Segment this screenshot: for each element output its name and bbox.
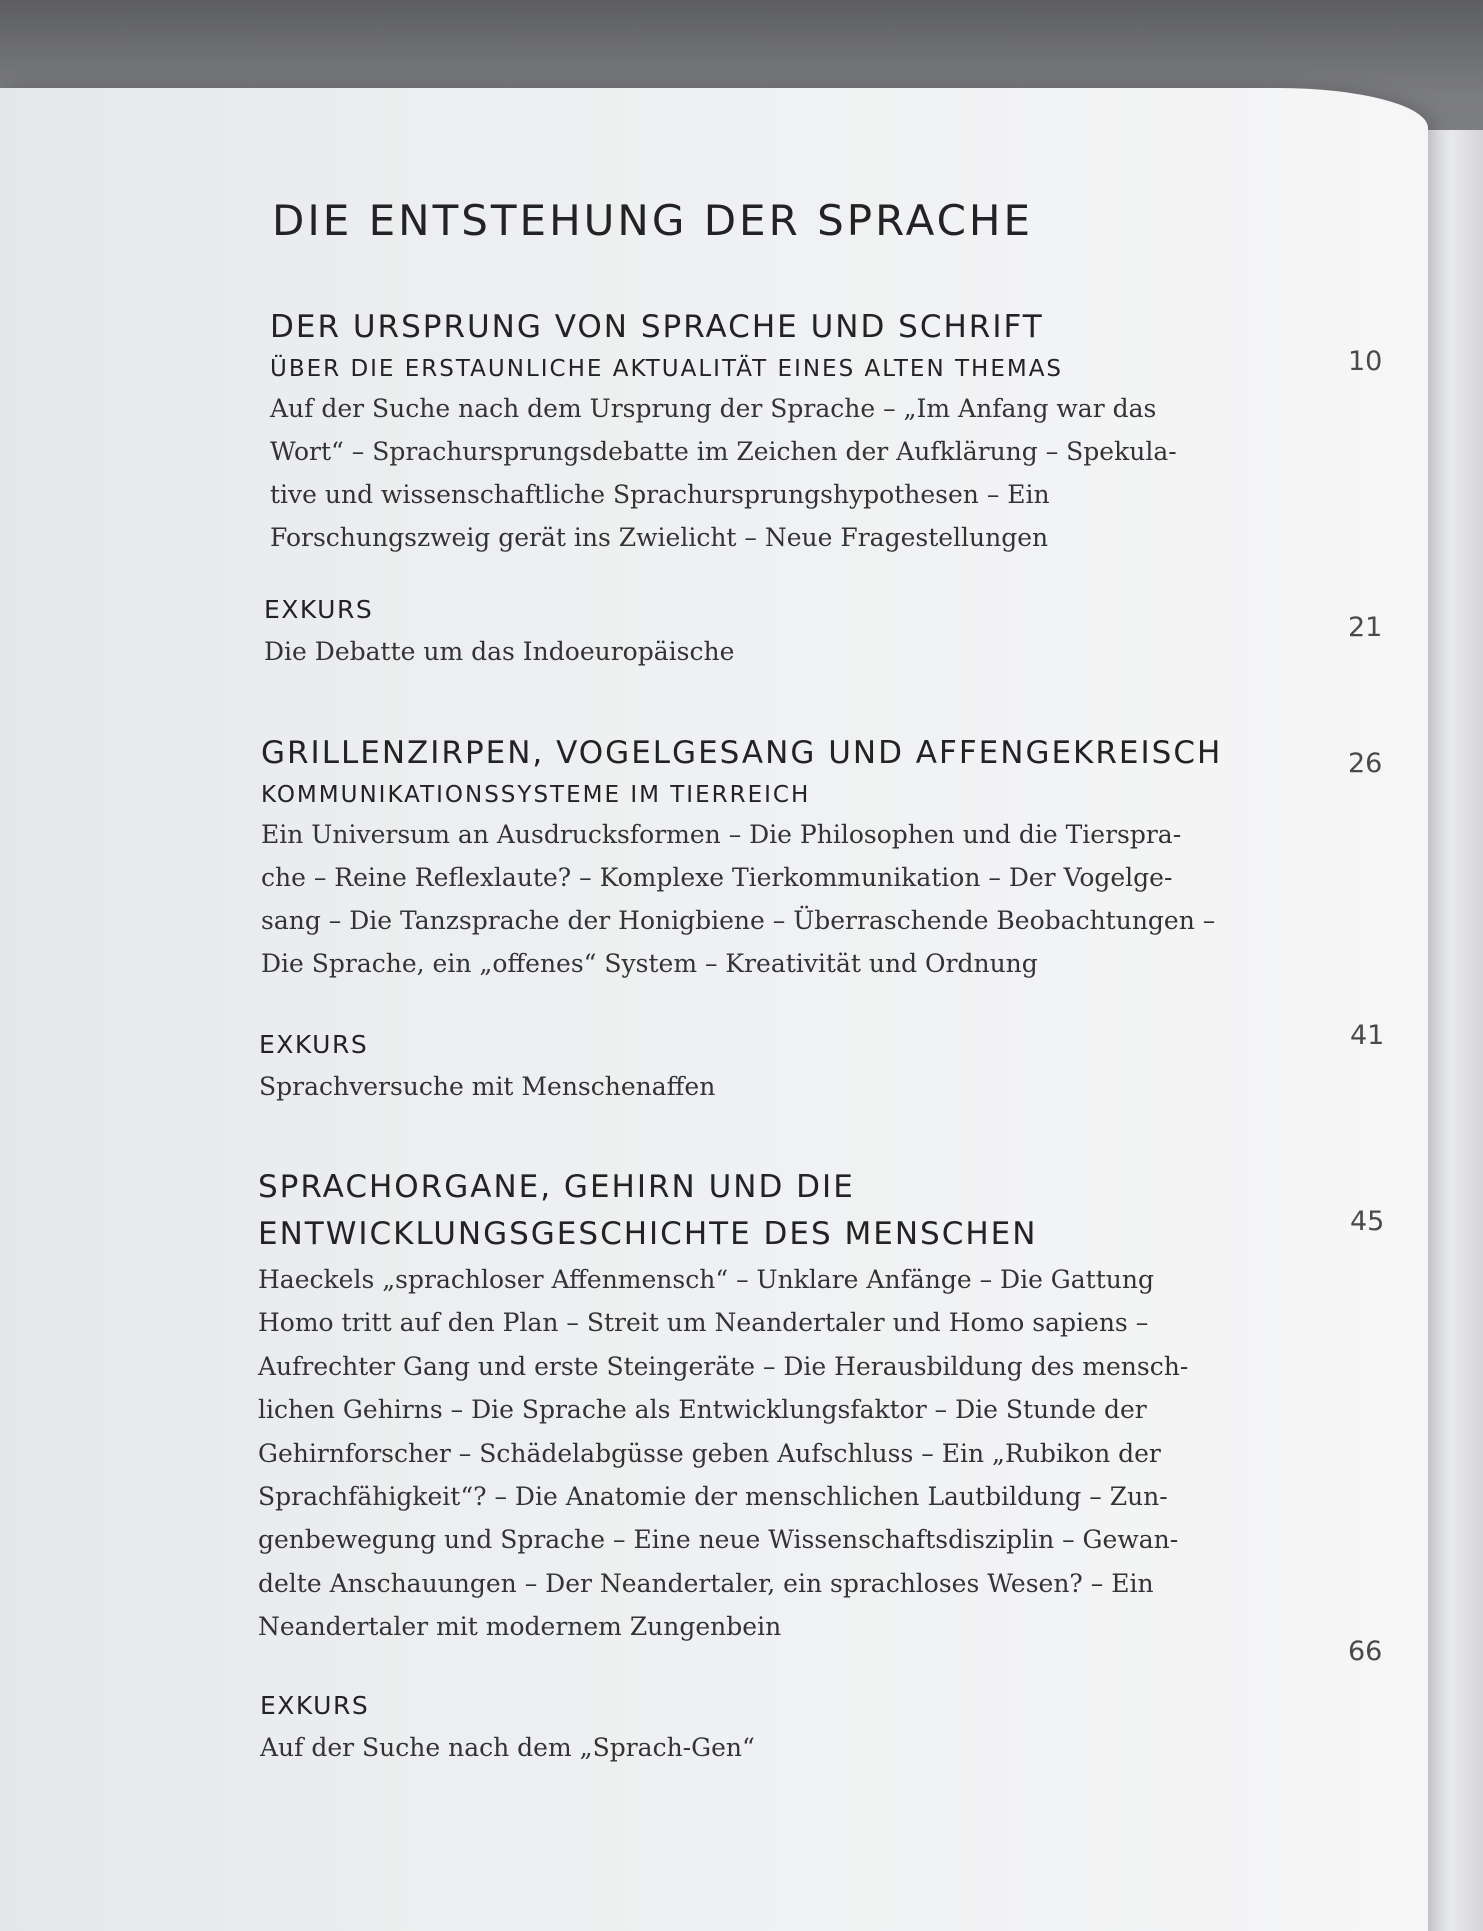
entry-text-line: Wort“ – Sprachursprungsdebatte im Zeichen der Aufklärung – Spekula- bbox=[270, 437, 1177, 466]
entry-text-line: genbewegung und Sprache – Eine neue Wissenschaftsdisziplin – Gewan- bbox=[258, 1525, 1179, 1555]
page-number: 45 bbox=[1350, 1206, 1385, 1237]
entry-text-line: Die Sprache, ein „offenes“ System – Kreativität und Ordnung bbox=[261, 949, 1038, 978]
entry-text-line: che – Reine Reflexlaute? – Komplexe Tierkommunikation – Der Vogelge- bbox=[261, 863, 1173, 892]
exkurs-label: EXKURS bbox=[260, 1691, 370, 1720]
entry-text-line: sang – Die Tanzsprache der Honigbiene – Überraschende Beobachtungen – bbox=[261, 906, 1216, 935]
entry-text-line: Neandertaler mit modernem Zungenbein bbox=[258, 1612, 782, 1642]
toc-entry-1 bbox=[270, 304, 1270, 559]
entry-text-line: lichen Gehirns – Die Sprache als Entwicklungsfaktor – Die Stunde der bbox=[258, 1395, 1147, 1425]
exkurs-entry-3 bbox=[260, 1686, 1260, 1769]
entry-text-line: Haeckels „sprachloser Affenmensch“ – Unklare Anfänge – Die Gattung bbox=[258, 1265, 1154, 1294]
entry-title: DER URSPRUNG VON SPRACHE UND SCHRIFT bbox=[270, 309, 1044, 345]
exkurs-text: Die Debatte um das Indoeuropäische bbox=[264, 637, 735, 666]
page-number: 26 bbox=[1348, 748, 1383, 779]
exkurs-text: Sprachversuche mit Menschenaffen bbox=[259, 1072, 716, 1101]
page-edge bbox=[1420, 130, 1483, 1931]
entry-subtitle: KOMMUNIKATIONSSYSTEME IM TIERREICH bbox=[261, 782, 811, 808]
exkurs-entry-2 bbox=[259, 1025, 1259, 1108]
page-number: 21 bbox=[1348, 612, 1383, 643]
page-number: 66 bbox=[1348, 1636, 1383, 1667]
entry-text-line: Forschungszweig gerät ins Zwielicht – Neue Fragestellungen bbox=[270, 523, 1049, 552]
entry-text-line: Auf der Suche nach dem Ursprung der Sprache – „Im Anfang war das bbox=[270, 394, 1157, 423]
toc-entry-2 bbox=[261, 730, 1301, 985]
entry-text-line: Aufrechter Gang und erste Steingeräte – Die Herausbildung des mensch- bbox=[258, 1351, 1189, 1381]
page-number: 10 bbox=[1348, 346, 1383, 377]
entry-title: GRILLENZIRPEN, VOGELGESANG UND AFFENGEKREISCH bbox=[261, 735, 1223, 771]
exkurs-label: EXKURS bbox=[264, 595, 374, 624]
exkurs-entry-1 bbox=[264, 590, 1264, 673]
exkurs-label: EXKURS bbox=[259, 1030, 369, 1059]
toc-entry-3 bbox=[258, 1164, 1298, 1649]
entry-title-line: ENTWICKLUNGSGESCHICHTE DES MENSCHEN bbox=[258, 1216, 1038, 1252]
page-title: DIE ENTSTEHUNG DER SPRACHE bbox=[272, 196, 1034, 245]
entry-text-line: Ein Universum an Ausdrucksformen – Die Philosophen und die Tierspra- bbox=[261, 820, 1182, 849]
entry-text-line: Gehirnforscher – Schädelabgüsse geben Aufschluss – Ein „Rubikon der bbox=[258, 1438, 1161, 1468]
entry-subtitle: ÜBER DIE ERSTAUNLICHE AKTUALITÄT EINES ALTEN THEMAS bbox=[270, 356, 1064, 382]
entry-text-line: tive und wissenschaftliche Sprachursprungshypothesen – Ein bbox=[270, 480, 1050, 509]
entry-text-line: Sprachfähigkeit“? – Die Anatomie der menschlichen Lautbildung – Zun- bbox=[258, 1482, 1168, 1512]
entry-text-line: delte Anschauungen – Der Neandertaler, ein sprachloses Wesen? – Ein bbox=[258, 1568, 1154, 1598]
exkurs-text: Auf der Suche nach dem „Sprach-Gen“ bbox=[260, 1733, 755, 1762]
entry-title-line: SPRACHORGANE, GEHIRN UND DIE bbox=[258, 1169, 855, 1205]
entry-text-line: Homo tritt auf den Plan – Streit um Neandertaler und Homo sapiens – bbox=[258, 1308, 1149, 1338]
page-number: 41 bbox=[1350, 1020, 1385, 1051]
